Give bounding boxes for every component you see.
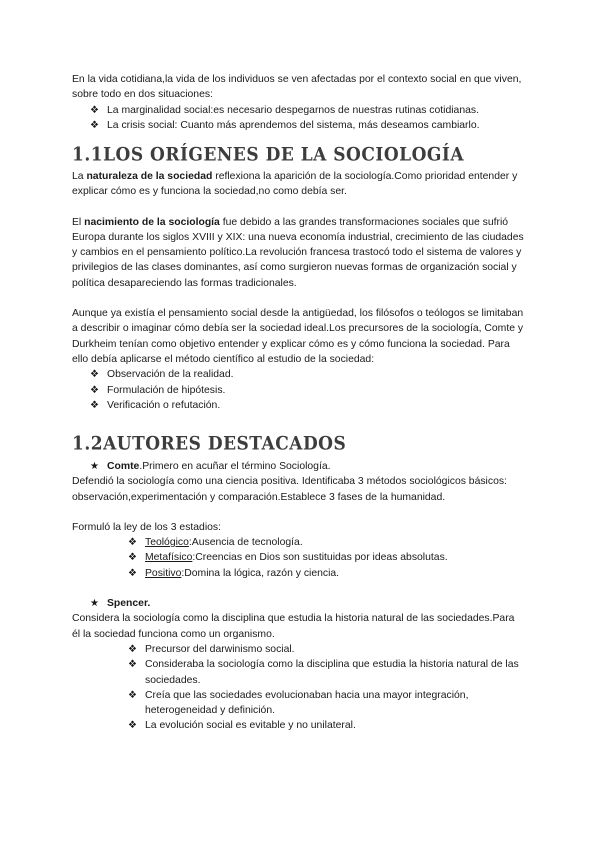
diamond-bullet-icon: ❖ <box>90 384 99 396</box>
list-item: ❖ Observación de la realidad. <box>90 367 524 382</box>
intro-bullet-list <box>72 103 524 134</box>
method-bullet-list <box>72 367 524 413</box>
comte-law: Formuló la ley de los 3 estadios: <box>72 521 222 533</box>
list-item: ❖ La marginalidad social:es necesario despegarnos de nuestras rutinas cotidianas. <box>90 103 524 118</box>
list-item: ❖ Precursor del darwinismo social. <box>128 642 524 657</box>
diamond-bullet-icon: ❖ <box>90 104 99 116</box>
diamond-bullet-icon: ❖ <box>128 537 137 549</box>
diamond-bullet-icon: ❖ <box>90 399 99 411</box>
list-item: ❖ Metafísico:Creencias en Dios son sustituidas por ideas absolutas. <box>128 550 524 565</box>
star-bullet-icon: ★ <box>90 461 99 472</box>
list-item: ❖ Verificación o refutación. <box>90 398 524 413</box>
diamond-bullet-icon: ❖ <box>128 659 137 671</box>
diamond-bullet-icon: ❖ <box>128 567 137 579</box>
section1-body <box>72 169 524 413</box>
diamond-bullet-icon: ❖ <box>128 643 137 655</box>
author-comte-line: ★ Comte.Primero en acuñar el término Sociología. <box>72 459 524 474</box>
paragraph-nature: La naturaleza de la sociedad reflexiona la aparición de la sociología.Como prioridad entender y explicar cómo es y funciona la sociedad,no como debía ser. <box>72 171 518 198</box>
section-heading-authors: 1.2AUTORES DESTACADOS <box>72 433 347 455</box>
list-item: ❖ Creía que las sociedades evolucionaban hacia una mayor integración, heterogeneidad y definición. <box>128 689 469 717</box>
list-item: ❖ Consideraba la sociología como la disciplina que estudia la historia natural de las sociedades. <box>128 659 519 686</box>
section-heading-origins: 1.1LOS ORÍGENES DE LA SOCIOLOGÍA <box>72 144 465 166</box>
intro-paragraph: En la vida cotidiana,la vida de los individuos se ven afectadas por el contexto social en que viven, sobre todo en dos situaciones: <box>72 74 522 101</box>
list-item: ❖ Teológico:Ausencia de tecnología. <box>128 535 524 550</box>
star-bullet-icon: ★ <box>90 598 99 610</box>
list-item: ❖ La crisis social: Cuanto más aprendemos del sistema, más deseamos cambiarlo. <box>90 118 524 133</box>
list-item: ❖ Formulación de hipótesis. <box>90 383 524 398</box>
paragraph-birth: El nacimiento de la sociología fue debido a las grandes transformaciones sociales que sufrió Europa durante los siglos XVIII y XIX: una nueva economía industrial, crecimiento de las ciudades y cambios en el pensamiento político.La revolución francesa trastocó todo el sistema de valores y privilegios de las clases dominantes, así como surgieron nuevas formas de organización social y política desapareciendo las formas tradicionales. <box>72 216 524 289</box>
author-spencer-line: ★ Spencer. <box>72 596 524 611</box>
comte-description: Defendió la sociología como una ciencia positiva. Identificaba 3 métodos sociológicos básicos: observación,experimentación y comparación.Establece 3 fases de la humanidad. <box>72 476 507 503</box>
spencer-bullet-list <box>72 642 524 734</box>
diamond-bullet-icon: ❖ <box>128 689 137 701</box>
spencer-description: Considera la sociología como la disciplina que estudia la historia natural de las sociedades.Para él la sociedad funciona como un organismo. <box>72 613 515 640</box>
list-item: ❖ La evolución social es evitable y no unilateral. <box>128 718 524 733</box>
diamond-bullet-icon: ❖ <box>128 720 137 732</box>
paragraph-precursors: Aunque ya existía el pensamiento social desde la antigüedad, los filósofos o teólogos se limitaban a describir o imaginar cómo debía ser la sociedad ideal.Los precursores de la sociología, Comte y Durkheim tenían como objetivo entender y explicar cómo es y cómo funciona la sociedad. Para ello debía aplicarse el método científico al estudio de la sociedad: <box>72 308 524 365</box>
stages-bullet-list <box>72 535 524 581</box>
intro-block <box>72 72 524 133</box>
diamond-bullet-icon: ❖ <box>90 369 99 381</box>
section2-body <box>72 459 524 734</box>
list-item: ❖ Positivo:Domina la lógica, razón y ciencia. <box>128 566 524 581</box>
diamond-bullet-icon: ❖ <box>128 552 137 564</box>
diamond-bullet-icon: ❖ <box>90 119 99 131</box>
